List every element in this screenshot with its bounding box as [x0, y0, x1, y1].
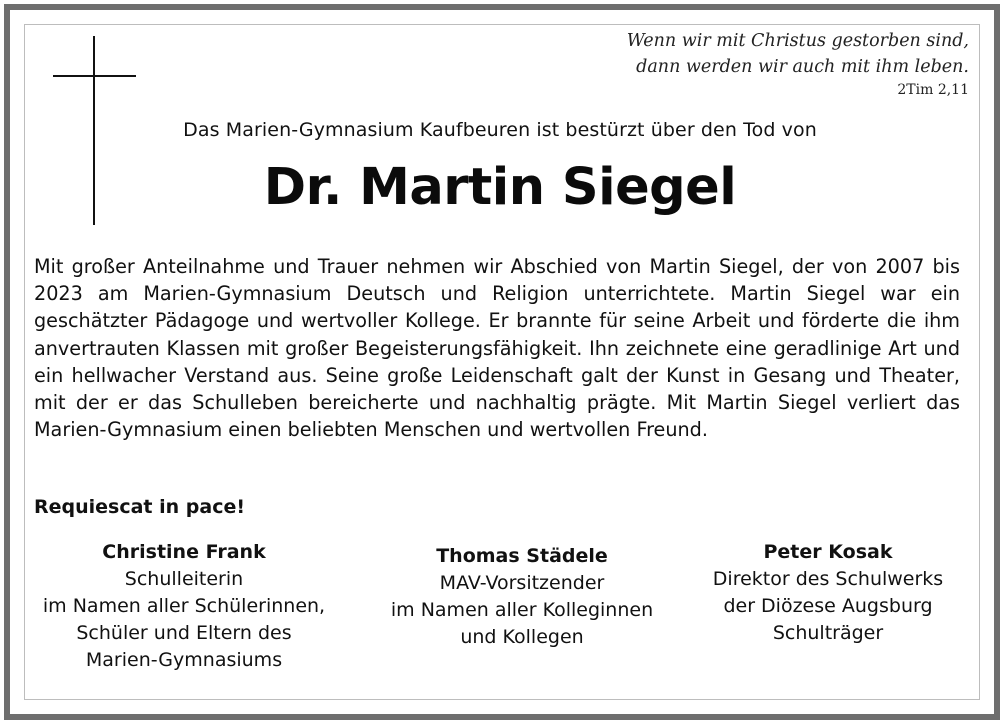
- signatory-role: der Diözese Augsburg: [723, 595, 933, 617]
- bible-quote: [627, 28, 969, 80]
- signatory-role: MAV-Vorsitzender: [439, 572, 605, 594]
- signatory-role: Schüler und Eltern des: [76, 622, 292, 644]
- signatory-role: Marien-Gymnasiums: [85, 649, 283, 671]
- intro-line: Das Marien-Gymnasium Kaufbeuren ist bestürzt über den Tod von: [183, 119, 817, 141]
- signatory-role: Schulleiterin: [124, 568, 244, 590]
- signatory-role: im Namen aller Kolleginnen: [390, 599, 654, 621]
- signatory-name: Peter Kosak: [763, 541, 893, 563]
- bible-quote-line: Wenn wir mit Christus gestorben sind,: [626, 31, 969, 51]
- signatory-peter-kosak: [688, 539, 968, 647]
- closing-phrase: Requiescat in pace!: [34, 496, 246, 518]
- signatory-role: Schulträger: [772, 622, 884, 644]
- signatory-name: Thomas Städele: [436, 545, 608, 567]
- cross-horizontal-bar: [53, 75, 136, 77]
- signatory-role: Direktor des Schulwerks: [712, 568, 944, 590]
- obituary-text: Mit großer Anteilnahme und Trauer nehmen wir Abschied von Martin Siegel, der von 2007 bis 2023 am Marien-Gymnasium Deutsch und Religion unterrichtete. Martin Siegel war ein geschätzter Pädagoge und wertvoller Kollege. Er brannte für seine Arbeit und förderte die ihm anvertrauten Klassen mit großer Begeisterungsfähigkeit. Ihn zeichnete eine geradlinige Art und ein hellwacher Verstand aus. Seine große Leidenschaft galt der Kunst in Gesang und Theater, mit der er das Schulleben bereicherte und nachhaltig prägte. Mit Martin Siegel verliert das Marien-Gymnasium einen beliebten Menschen und wertvollen Freund.: [34, 255, 960, 442]
- signatory-role: im Namen aller Schülerinnen,: [42, 595, 326, 617]
- deceased-name: Dr. Martin Siegel: [263, 158, 737, 217]
- bible-quote-line: dann werden wir auch mit ihm leben.: [636, 57, 969, 77]
- bible-reference: 2Tim 2,11: [897, 82, 969, 98]
- signatory-role: und Kollegen: [460, 626, 584, 648]
- signatory-christine-frank: [26, 539, 342, 674]
- signatory-name: Christine Frank: [102, 541, 266, 563]
- signatory-thomas-staedele: [368, 543, 676, 651]
